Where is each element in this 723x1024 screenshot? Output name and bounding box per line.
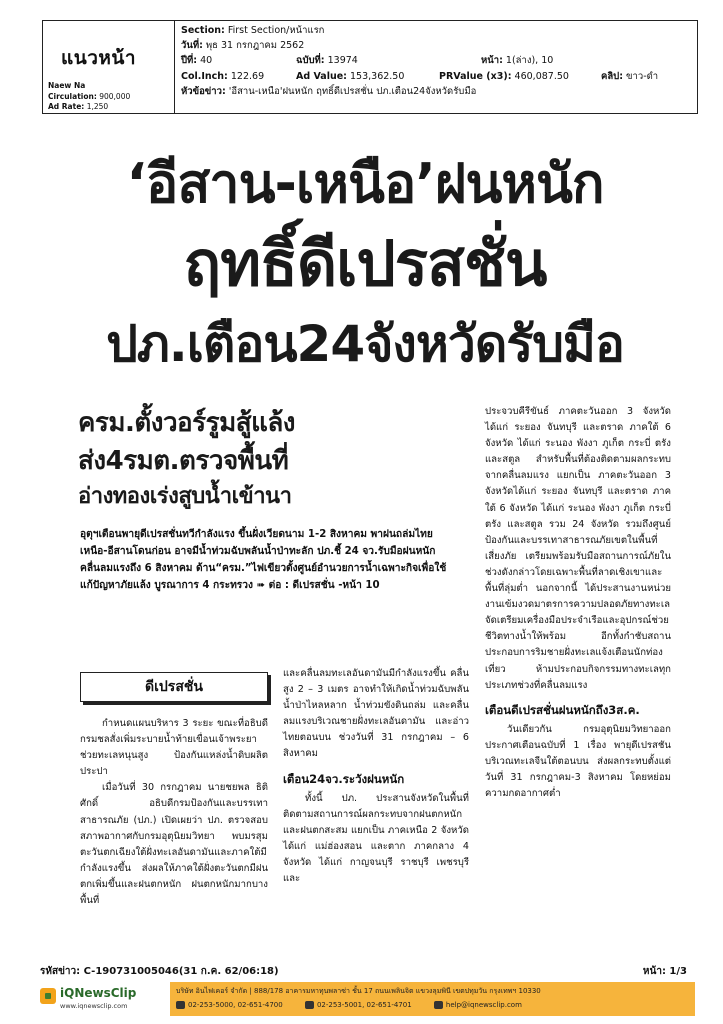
phone-number: 02-253-5000, 02-651-4700 [188,1001,283,1009]
col1-paragraph-1: กำหนดแผนบริหาร 3 ระยะ ขณะที่อธิบดีกรมชลสั่งเพิ่มระบายน้ำท้ายเขื่อนเจ้าพระยา ช่วยทะเลหนุนสูง ป้องกันแหล่งน้ำดิบผลิตประปา [80,718,268,778]
issue-row: ปีที่: 40 ฉบับที่: 13974 หน้า: 1(ล่าง), 10 [181,55,554,67]
year-value: 40 [200,55,213,67]
article-column-2 [283,666,469,887]
publication-logo: แนวหน้า [61,47,137,69]
topic-value: 'อีสาน-เหนือ'ฝนหนัก ฤทธิ์ดีเปรสชั่น ปภ.เตือน24จังหวัดรับมือ [228,85,477,97]
col2-paragraph-2: ทั้งนี้ ปภ. ประสานจังหวัดในพื้นที่ ติดตามสถานการณ์ผลกระทบจากฝนตกหนักและฝนตกสะสม แยกเป็น ภาคเหนือ 2 จังหวัด ได้แก่ แม่ฮ่องสอน และตาก ภาคกลาง 4 จังหวัด ได้แก่ กาญจนบุรี ราชบุรี เพชรบุรี และ [283,792,469,885]
subhead-line-1: ครม.ตั้งวอร์รูมสู้แล้ง [78,408,295,438]
issue-value: 13974 [327,55,358,67]
col2-heading: เตือน24จว.ระวังฝนหนัก [283,771,405,786]
iqnewsclip-logo-icon [40,988,56,1004]
section-value: First Section/หน้าแรก [227,25,325,36]
news-id: รหัสข่าว: C-190731005046(31 ก.ค. 62/06:18) [40,966,279,977]
headline-line-1: ‘อีสาน-เหนือ’ฝนหนัก [126,152,604,215]
adrate-value: 1,250 [86,102,109,111]
col3-paragraph-1: ประจวบคีรีขันธ์ ภาคตะวันออก 3 จังหวัด ได้แก่ ระยอง จันทบุรี และตราด ภาคใต้ 6 จังหวัด ได้แก่ ระนอง พังงา ภูเก็ต กระบี่ ตรัง และสตูล สำหรับพื้นที่ต้องติดตามผลกระทบจากคลื่นลมแรง แยกเป็น ภาคตะวันออก 3 จังหวัดได้แก่ ระยอง จันทบุรี และตราด ภาคใต้ 6 จังหวัด ได้แก่ ระนอง พังงา ภูเก็ต กระบี่ ตรัง และสตูล รวม 24 จังหวัด รวมถึงศูนย์ป้องกันและบรรเทาสาธารณภัยเขตในพื้นที่เสี่ยงภัย เตรียมพร้อมรับมือสถานการณ์ภัยในช่วงดังกล่าวโดยเฉพาะพื้นที่ลาดเชิงเขาและพื้นที่ลุ่มต่ำ นอกจากนี้ ได้ประสานงานหน่วยงานเข้มงวดมาตรการความปลอดภัยทางทะเล จัดเตรียมเครื่องมือประจำเรือและอุปกรณ์ช่วยชีวิตทางน้ำให้พร้อม อีกทั้งกำชับสถานประกอบการริมชายฝั่งทะเลแจ้งเตือนนักท่องเที่ยว ห้ามประกอบกิจกรรมทางทะเลทุกประเภทช่วงที่คลื่นลมแรง [485,406,671,691]
continuation-ref: ➠ ต่อ : ดีเปรสชั่น -หน้า 10 [256,580,380,591]
company-info [170,982,695,1016]
clipping-header [42,20,698,114]
clip-value: ขาว-ดำ [626,70,659,82]
subhead-line-3: อ่างทองเร่งสูบน้ำเข้านา [78,484,292,509]
publication-name: Naew Na [48,81,86,90]
value-row: Col.Inch: 122.69 Ad Value: 153,362.50 PRValue (x3): 460,087.50 คลิป: ขาว-ดำ [181,70,659,82]
col3-heading: เตือนดีเปรสชั่นฝนหนักถึง3ส.ค. [485,702,640,717]
brand-name: iQNewsClip [60,986,137,1000]
col1-paragraph-2: เมื่อวันที่ 30 กรกฎาคม นายชยพล ธิติศักดิ์ อธิบดีกรมป้องกันและบรรเทาสาธารณภัย (ปภ.) เปิดเผยว่า ปภ. ตรวจสอบสภาพอากาศกับกรมอุตุนิยมวิทยา พบมรสุมตะวันตกเฉียงใต้ฝั่งทะเลอันดามันและภาคใต้มีกำลังแรงขึ้น ส่งผลให้ภาคใต้ฝั่งตะวันตกมีฝนตกเพิ่มขึ้นและฝนตกหนัก ฝนตกหนักมากบางพื้นที่ [80,782,268,907]
brand-url: www.iqnewsclip.com [60,1002,128,1010]
email-icon [434,1001,443,1009]
article-column-3 [485,404,671,802]
col2-paragraph-1: และคลื่นลมทะเลอันดามันมีกำลังแรงขึ้น คลื่นสูง 2 – 3 เมตร อาจทำให้เกิดน้ำท่วมฉับพลัน น้ำป่าไหลหลาก น้ำท่วมขังดินถล่ม และคลื่นลมแรงบริเวณชายฝั่งทะเลอันดามัน และอ่าวไทยตอนบน ช่วงวันที่ 31 กรกฎาคม – 6 สิงหาคม [283,668,469,760]
section-row: Section: First Section/หน้าแรก [181,25,325,36]
fax-number: 02-253-5001, 02-651-4701 [316,1001,412,1009]
company-address: บริษัท อินไฟเคอร์ จำกัด | 888/178 อาคารมหาทุนพลาซ่า ชั้น 17 ถนนเพลินจิต แขวงลุมพินี เขตปทุมวัน กรุงเทพฯ 10330 [176,987,541,995]
company-contacts [176,1001,696,1009]
publication-meta: Naew Na Circulation: 900,000 Ad Rate: 1,250 [48,81,131,111]
phone-icon [176,1001,185,1009]
iqnewsclip-brand [40,986,170,1014]
lead-text: อุตุฯเตือนพายุดีเปรสชั่นทวีกำลังแรง ขึ้นฝั่งเวียดนาม 1-2 สิงหาคม พาฝนถล่มไทย เหนือ-อีสานโดนก่อน อาจมีน้ำท่วมฉับพลันน้ำป่าทะลัก ปภ.ชี้ 24 จว.รับมือฝนหนัก คลื่นลมแรงถึง 6 สิงหาคม ด้าน“ครม.”ไฟเขียวตั้งศูนย์อำนวยการน้ำเฉพาะกิจเพื่อใช้แก้ปัญหาภัยแล้ง บูรณาการ 4 กระทรวง [80,529,447,591]
email-address: help@iqnewsclip.com [445,1001,522,1009]
article-column-1 [80,716,268,909]
publication-block [43,21,175,113]
colinch-value: 122.69 [230,70,265,82]
fax-icon [305,1001,314,1009]
page-indicator: หน้า: 1/3 [642,966,687,977]
date-row: วันที่: พุธ 31 กรกฎาคม 2562 [181,40,305,52]
advalue-value: 153,362.50 [350,70,405,82]
headline-line-2: ฤทธิ์ดีเปรสชั่น [183,227,547,300]
footer-bar [40,982,695,1016]
headline-line-3: ปภ.เตือน24จังหวัดรับมือ [106,315,624,373]
section-box: ดีเปรสชั่น [80,672,268,702]
clipping-details [181,23,691,99]
topic-row: หัวข้อข่าว: 'อีสาน-เหนือ'ฝนหนัก ฤทธิ์ดีเปรสชั่น ปภ.เตือน24จังหวัดรับมือ [181,85,477,97]
circulation-value: 900,000 [99,91,131,101]
page-value: 1(ล่าง), 10 [505,55,554,67]
lead-paragraph [80,526,450,594]
col3-paragraph-2: วันเดียวกัน กรมอุตุนิยมวิทยาออกประกาศเตือนฉบับที่ 1 เรื่อง พายุดีเปรสชันบริเวณทะเลจีนใต้ตอนบน ส่งผลกระทบตั้งแต่วันที่ 31 กรกฎาคม-3 สิงหาคม โดยหย่อมความกดอากาศต่ำ [485,723,671,800]
subhead-line-2: ส่ง4รมต.ตรวจพื้นที่ [78,446,289,476]
date-value: พุธ 31 กรกฎาคม 2562 [205,40,305,52]
prvalue-value: 460,087.50 [514,70,569,82]
